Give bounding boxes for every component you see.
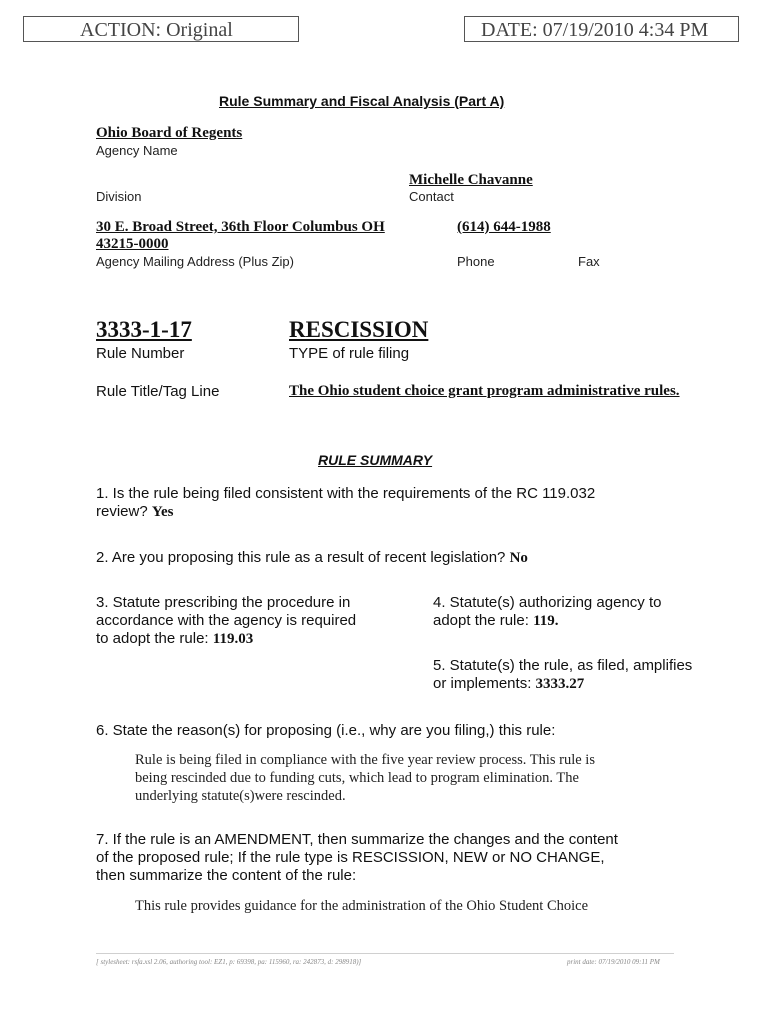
division-label: Division <box>96 189 142 204</box>
footer-print-date: print date: 07/19/2010 09:11 PM <box>567 958 660 966</box>
question-5-line2 <box>433 675 692 693</box>
action-box <box>23 16 299 42</box>
fax-label: Fax <box>578 254 600 269</box>
question-4 <box>433 594 661 630</box>
contact-label: Contact <box>409 189 454 204</box>
question-2 <box>96 549 528 567</box>
question-7-line3: then summarize the content of the rule: <box>96 867 357 884</box>
question-3-text: to adopt the rule: <box>96 630 209 647</box>
question-3 <box>96 594 356 648</box>
question-4-line2 <box>433 612 661 630</box>
date-box <box>464 16 739 42</box>
question-1-text: review? <box>96 503 148 520</box>
question-4-text: adopt the rule: <box>433 612 529 629</box>
question-3-line3 <box>96 630 356 648</box>
rule-title: The Ohio student choice grant program administrative rules. <box>289 383 680 399</box>
question-2-answer: No <box>509 550 528 566</box>
footer-stylesheet-info: [ stylesheet: rsfa.xsl 2.06, authoring tool: EZ1, p: 69398, pa: 115960, ra: 242873, d: 298918)] <box>96 958 362 966</box>
document-title: Rule Summary and Fiscal Analysis (Part A) <box>219 93 505 109</box>
question-6-answer <box>135 751 595 805</box>
question-2-text: 2. Are you proposing this rule as a result of recent legislation? <box>96 549 506 566</box>
phone-number: (614) 644-1988 <box>457 219 551 235</box>
address-label: Agency Mailing Address (Plus Zip) <box>96 254 294 269</box>
question-6-answer-line1: Rule is being filed in compliance with the five year review process. This rule is <box>135 752 595 768</box>
rule-type: RESCISSION <box>289 317 429 342</box>
rule-type-label: TYPE of rule filing <box>289 345 410 362</box>
agency-name: Ohio Board of Regents <box>96 125 243 141</box>
question-5-line1: 5. Statute(s) the rule, as filed, amplifies <box>433 657 693 674</box>
question-3-answer: 119.03 <box>212 631 254 647</box>
question-6-answer-line3: underlying statute(s)were rescinded. <box>135 788 346 804</box>
address-line2: 43215-0000 <box>96 236 169 252</box>
question-1-line1: 1. Is the rule being filed consistent with the requirements of the RC 119.032 <box>96 485 596 502</box>
question-5-answer: 3333.27 <box>535 676 585 692</box>
question-7-answer: This rule provides guidance for the administration of the Ohio Student Choice <box>135 898 589 914</box>
rule-number-label: Rule Number <box>96 345 185 362</box>
question-1 <box>96 485 595 521</box>
agency-name-label: Agency Name <box>96 143 178 158</box>
footer-divider <box>96 953 674 954</box>
action-text: ACTION: Original <box>80 19 233 41</box>
address-line1: 30 E. Broad Street, 36th Floor Columbus OH <box>96 219 385 235</box>
question-7-line2: of the proposed rule; If the rule type is RESCISSION, NEW or NO CHANGE, <box>96 849 605 866</box>
question-6-answer-line2: being rescinded due to funding cuts, which lead to program elimination. The <box>135 770 579 786</box>
question-5 <box>433 657 692 693</box>
question-6: 6. State the reason(s) for proposing (i.e., why are you filing,) this rule: <box>96 722 556 739</box>
rule-title-label: Rule Title/Tag Line <box>96 383 220 400</box>
question-7-line1: 7. If the rule is an AMENDMENT, then summarize the changes and the content <box>96 831 618 848</box>
rule-number: 3333-1-17 <box>96 317 192 342</box>
question-5-text: or implements: <box>433 675 532 692</box>
question-1-answer: Yes <box>151 504 174 520</box>
question-7 <box>96 831 618 885</box>
question-3-line2: accordance with the agency is required <box>96 612 357 629</box>
question-1-line2 <box>96 503 595 521</box>
phone-label: Phone <box>457 254 495 269</box>
date-text: DATE: 07/19/2010 4:34 PM <box>481 19 709 41</box>
contact-name: Michelle Chavanne <box>409 172 533 188</box>
question-4-line1: 4. Statute(s) authorizing agency to <box>433 594 662 611</box>
rule-summary-heading: RULE SUMMARY <box>318 452 433 468</box>
question-3-line1: 3. Statute prescribing the procedure in <box>96 594 351 611</box>
question-4-answer: 119. <box>533 613 559 629</box>
